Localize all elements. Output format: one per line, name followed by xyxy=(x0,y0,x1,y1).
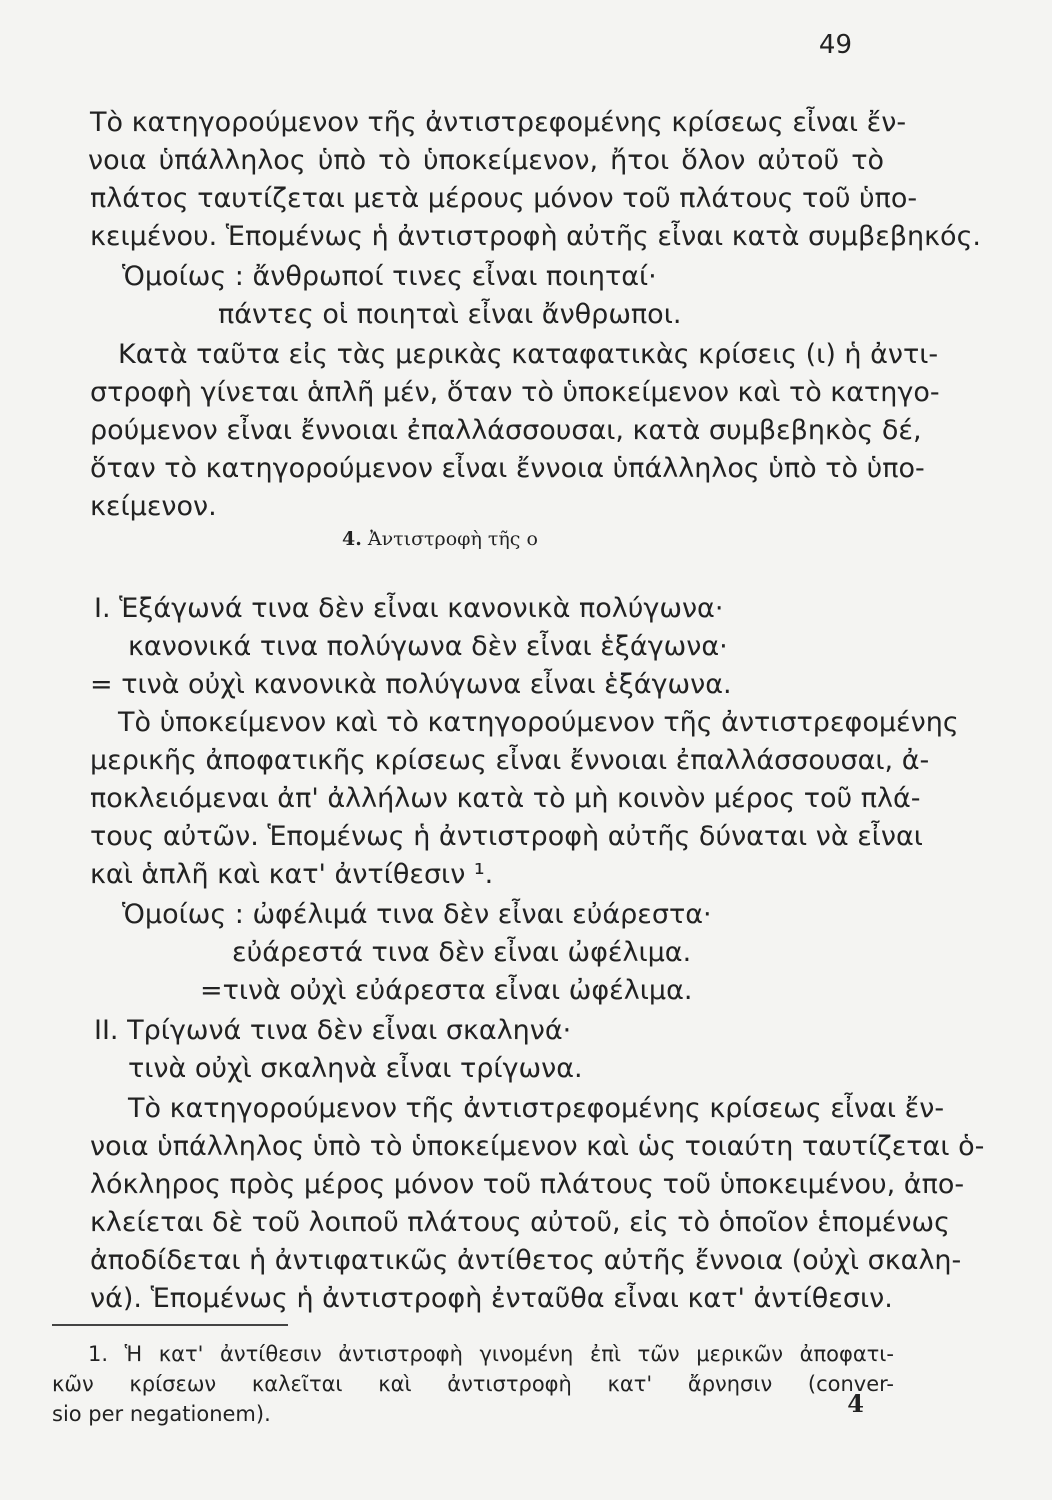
example-line: Ὁμοίως : ἄνθρωποί τινες εἶναι ποιηταί· xyxy=(122,261,657,292)
page-number: 49 xyxy=(818,30,852,60)
paragraph-4-line: κλείεται δὲ τοῦ λοιποῦ πλάτους αὐτοῦ, εἰς τὸ ὁποῖον ἑπομένως xyxy=(90,1207,950,1238)
paragraph-3-line: μερικῆς ἀποφατικῆς κρίσεως εἶναι ἔννοιαι ἐπαλλάσσουσαι, ἀ- xyxy=(90,745,930,776)
paragraph-2-line: Κατὰ ταῦτα εἰς τὰς μερικὰς καταφατικὰς κρίσεις (ι) ἡ ἀντι- xyxy=(118,339,939,370)
signature-mark: 4 xyxy=(847,1389,864,1418)
paragraph-2-line: στροφὴ γίνεται ἁπλῆ μέν, ὅταν τὸ ὑποκείμενον καὶ τὸ κατηγο- xyxy=(90,377,940,408)
example-line: πάντες οἱ ποιηταὶ εἶναι ἄνθρωποι. xyxy=(218,299,682,330)
paragraph-3-line: ποκλειόμεναι ἀπ' ἀλλήλων κατὰ τὸ μὴ κοινὸν μέρος τοῦ πλά- xyxy=(90,783,921,814)
paragraph-3-line: καὶ ἁπλῆ καὶ κατ' ἀντίθεσιν ¹. xyxy=(90,859,494,890)
paragraph-2-line: ὅταν τὸ κατηγορούμενον εἶναι ἔννοια ὑπάλληλος ὑπὸ τὸ ὑπο- xyxy=(90,453,925,484)
paragraph-1-line: πλάτος ταυτίζεται μετὰ μέρους μόνον τοῦ πλάτους τοῦ ὑπο- xyxy=(90,183,918,214)
footnote-divider xyxy=(52,1324,288,1326)
example-line: εὐάρεστά τινα δὲν εἶναι ὠφέλιμα. xyxy=(232,937,692,968)
example-line: κανονικά τινα πολύγωνα δὲν εἶναι ἑξάγωνα· xyxy=(128,631,728,662)
paragraph-2-line: κείμενον. xyxy=(90,491,217,522)
paragraph-4-line: ἀποδίδεται ἡ ἀντιφατικῶς ἀντίθετος αὐτῆς ἔννοια (οὐχὶ σκαλη- xyxy=(90,1245,962,1276)
paragraph-4-line: νά). Ἑπομένως ἡ ἀντιστροφὴ ἐνταῦθα εἶναι κατ' ἀντίθεσιν. xyxy=(90,1283,893,1314)
example-line: τινὰ οὐχὶ σκαληνὰ εἶναι τρίγωνα. xyxy=(128,1053,583,1084)
paragraph-1-line: νοια ὑπάλληλος ὑπὸ τὸ ὑποκείμενον, ἤτοι ὅλον αὐτοῦ τὸ xyxy=(88,145,884,176)
section-number: 4. xyxy=(342,528,362,550)
example-line: II. Τρίγωνά τινα δὲν εἶναι σκαληνά· xyxy=(94,1015,572,1046)
paragraph-4-line: λόκληρος πρὸς μέρος μόνον τοῦ πλάτους τοῦ ὑποκειμένου, ἀπο- xyxy=(90,1169,965,1200)
paragraph-4-line: νοια ὑπάλληλος ὑπὸ τὸ ὑποκείμενον καὶ ὡς τοιαύτη ταυτίζεται ὁ- xyxy=(90,1131,985,1162)
example-line: =τινὰ οὐχὶ εὐάρεστα εἶναι ὠφέλιμα. xyxy=(200,975,693,1006)
paragraph-2-line: ρούμενον εἶναι ἔννοιαι ἐπαλλάσσουσαι, κατὰ συμβεβηκὸς δέ, xyxy=(90,415,922,446)
section-title: Ἀντιστροφὴ τῆς ο xyxy=(367,528,538,550)
paragraph-1-line: κειμένου. Ἑπομένως ἡ ἀντιστροφὴ αὐτῆς εἶναι κατὰ συμβεβηκός. xyxy=(90,221,981,252)
paragraph-4-line: Τὸ κατηγορούμενον τῆς ἀντιστρεφομένης κρίσεως εἶναι ἔν- xyxy=(128,1093,945,1124)
section-heading xyxy=(342,528,538,550)
example-line: = τινὰ οὐχὶ κανονικὰ πολύγωνα εἶναι ἑξάγωνα. xyxy=(90,669,732,700)
footnote-line: 1. Ἡ κατ' ἀντίθεσιν ἀντιστροφὴ γινομένη ἐπὶ τῶν μερικῶν ἀποφατι- xyxy=(88,1342,894,1366)
paragraph-1-line: Τὸ κατηγορούμενον τῆς ἀντιστρεφομένης κρίσεως εἶναι ἔν- xyxy=(90,107,907,138)
paragraph-3-line: Τὸ ὑποκείμενον καὶ τὸ κατηγορούμενον τῆς ἀντιστρεφομένης xyxy=(118,707,959,738)
example-line: I. Ἑξάγωνά τινα δὲν εἶναι κανονικὰ πολύγωνα· xyxy=(94,593,724,624)
paragraph-3-line: τους αὐτῶν. Ἑπομένως ἡ ἀντιστροφὴ αὐτῆς δύναται νὰ εἶναι xyxy=(90,821,923,852)
footnote-line: sio per negationem). xyxy=(52,1402,271,1426)
example-line: Ὁμοίως : ὠφέλιμά τινα δὲν εἶναι εὐάρεστα· xyxy=(122,899,712,930)
footnote-line: κῶν κρίσεων καλεῖται καὶ ἀντιστροφὴ κατ' ἄρνησιν (conver- xyxy=(52,1372,894,1396)
